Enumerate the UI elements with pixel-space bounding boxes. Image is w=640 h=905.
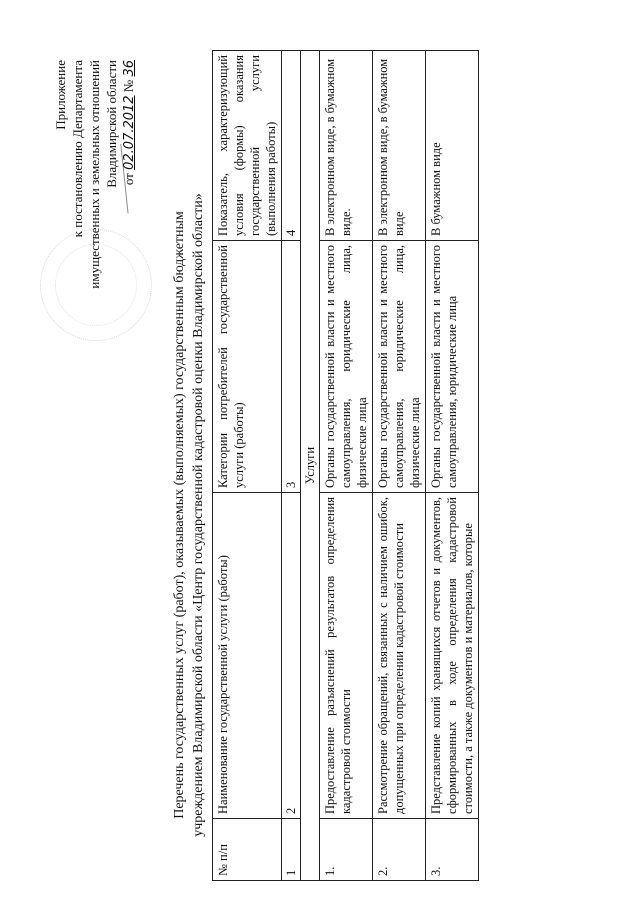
- service-form: В электронном виде, в бумажном виде: [373, 51, 426, 241]
- table-row: [320, 51, 373, 881]
- number-value: 36: [122, 60, 137, 77]
- section-title: Услуги: [301, 51, 320, 881]
- number-prefix: №: [121, 79, 136, 93]
- column-number: 2: [282, 493, 301, 819]
- appendix-region-line: Владимирской области: [104, 60, 119, 188]
- service-consumers: Органы государственной власти и местного самоуправления, юридические лица, физические лица: [373, 241, 426, 493]
- header-consumers: Категории потребителей государственной услуги (работы): [213, 241, 282, 493]
- service-consumers: Органы государственной власти и местного самоуправления, юридические лица, физические лица: [320, 241, 373, 493]
- row-number: 2.: [373, 819, 426, 881]
- column-number: 4: [282, 51, 301, 241]
- service-form: В бумажном виде: [426, 51, 479, 241]
- header-conditions: Показатель, характеризующий условия (формы) оказания государственной услуги (выполнения работы): [213, 51, 282, 241]
- column-number: 1: [282, 819, 301, 881]
- table-header-row: [213, 51, 282, 881]
- appendix-resolution-line: к постановлению Департамента: [70, 60, 85, 238]
- service-name: Рассмотрение обращений, связанных с наличием ошибок, допущенных при определении кадастровой стоимости: [373, 493, 426, 819]
- section-row: [301, 51, 320, 881]
- table-row: [426, 51, 479, 881]
- row-number: 3.: [426, 819, 479, 881]
- column-number-row: [282, 51, 301, 881]
- table-row: [373, 51, 426, 881]
- service-consumers: Органы государственной власти и местного самоуправления, юридические лица: [426, 241, 479, 493]
- appendix-header: [52, 60, 138, 320]
- service-form: В электронном виде, в бумажном виде.: [320, 51, 373, 241]
- title-line-1: Перечень государственных услуг (работ), оказываемых (выполняемых) государственным бюджетным: [172, 211, 187, 819]
- date-prefix: от: [121, 173, 136, 186]
- appendix-date-line: [120, 60, 138, 320]
- services-table: [212, 50, 479, 881]
- date-value: 02.07.2012: [122, 95, 137, 170]
- title-line-2: учреждением Владимирской области «Центр государственной кадастровой оценки Владимирской области»: [191, 193, 206, 837]
- appendix-department-line: имущественных и земельных отношений: [87, 60, 102, 289]
- appendix-label: Приложение: [53, 60, 68, 130]
- column-number: 3: [282, 241, 301, 493]
- header-number: № п/п: [213, 819, 282, 881]
- header-service-name: Наименование государственной услуги (работы): [213, 493, 282, 819]
- row-number: 1.: [320, 819, 373, 881]
- service-name: Предоставление разъяснений результатов определения кадастровой стоимости: [320, 493, 373, 819]
- service-name: Представление копий хранящихся отчетов и документов, сформированных в ходе определения кадастровой стоимости, а также документов и материалов, которые: [426, 493, 479, 819]
- document-title: [170, 185, 208, 845]
